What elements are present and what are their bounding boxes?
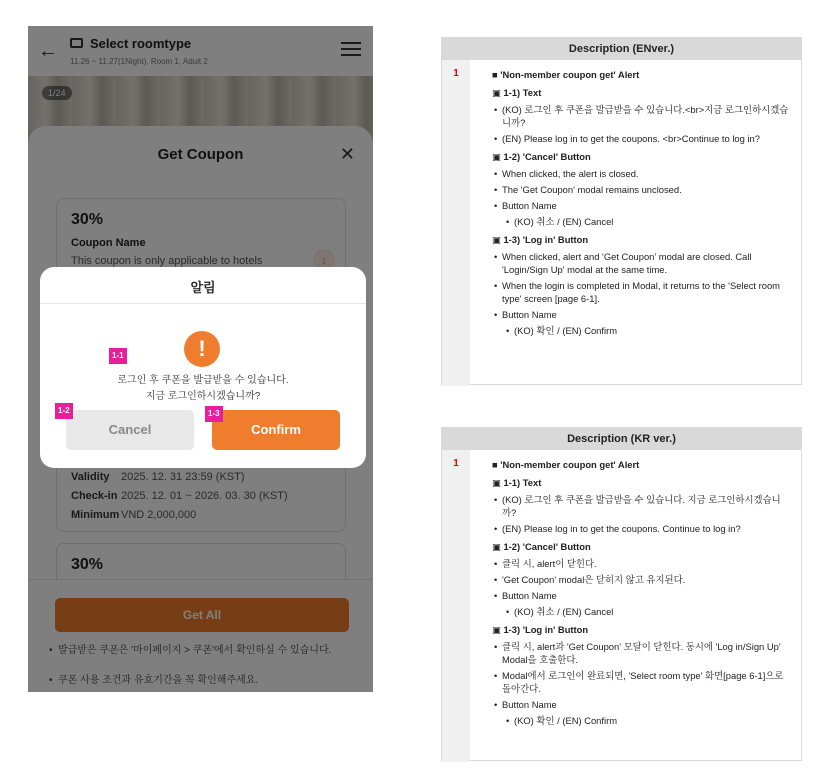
list-item: • 클릭 시, alert과 'Get Coupon' 모달이 닫힌다. 동시에 'Log in/Sign Up' Modal을 호출한다.: [492, 640, 793, 666]
divider: [40, 303, 366, 304]
sub-list-item: • (KO) 확인 / (EN) Confirm: [492, 324, 793, 337]
subsection-title: ▣ 1-3) 'Log in' Button: [492, 234, 589, 245]
warning-icon: !: [184, 331, 220, 367]
list-item: • 'Get Coupon' modal은 닫히지 않고 유지된다.: [492, 573, 793, 586]
subsection-title: ▣ 1-2) 'Cancel' Button: [492, 541, 591, 552]
annotation-tag-1-3: 1-3: [205, 406, 223, 422]
list-item: • When the login is completed in Modal, it returns to the 'Select room type' screen [page 6-1].: [492, 279, 793, 305]
cancel-button[interactable]: Cancel: [66, 410, 194, 450]
subsection-title: ▣ 1-3) 'Log in' Button: [492, 624, 589, 635]
list-item: • (KO) 로그인 후 쿠폰을 발급받을 수 있습니다.<br>지금 로그인하시겠습니까?: [492, 103, 793, 129]
list-item: • Modal에서 로그인이 완료되면, 'Select room type' 화면[page 6-1]으로 돌아간다.: [492, 669, 793, 695]
list-item: • (EN) Please log in to get the coupons. Continue to log in?: [492, 522, 793, 535]
list-item: • Button Name: [492, 199, 793, 212]
list-item: • (EN) Please log in to get the coupons. <br>Continue to log in?: [492, 132, 793, 145]
sub-list-item: • (KO) 취소 / (EN) Cancel: [492, 605, 793, 618]
list-item: • Button Name: [492, 698, 793, 711]
annotation-tag-1-2: 1-2: [55, 403, 73, 419]
list-item: • When clicked, the alert is closed.: [492, 167, 793, 180]
row-number: 1: [453, 458, 459, 469]
list-item: • Button Name: [492, 308, 793, 321]
alert-title: 알림: [190, 280, 216, 295]
section-heading: ■ 'Non-member coupon get' Alert: [492, 69, 640, 80]
panel-header: Description (ENver.): [442, 38, 801, 60]
sub-list-item: • (KO) 확인 / (EN) Confirm: [492, 714, 793, 727]
row-number: 1: [453, 68, 459, 79]
subsection-title: ▣ 1-2) 'Cancel' Button: [492, 151, 591, 162]
list-item: • The 'Get Coupon' modal remains unclosed.: [492, 183, 793, 196]
sub-list-item: • (KO) 취소 / (EN) Cancel: [492, 215, 793, 228]
login-alert-dialog: [40, 267, 366, 468]
section-heading: ■ 'Non-member coupon get' Alert: [492, 459, 640, 470]
list-item: • When clicked, alert and 'Get Coupon' modal are closed. Call 'Login/Sign Up' modal at the same time.: [492, 250, 793, 276]
confirm-button[interactable]: Confirm: [212, 410, 340, 450]
list-item: • Button Name: [492, 589, 793, 602]
phone-screen: [28, 26, 373, 692]
list-item: • (KO) 로그인 후 쿠폰을 발급받을 수 있습니다. 지금 로그인하시겠습니까?: [492, 493, 793, 519]
description-panel-en: [441, 37, 802, 385]
subsection-title: ▣ 1-1) Text: [492, 477, 542, 488]
list-item: • 클릭 시, alert이 닫힌다.: [492, 557, 793, 570]
alert-message: 로그인 후 쿠폰을 발급받을 수 있습니다. 지금 로그인하시겠습니까?: [117, 375, 289, 402]
description-panel-kr: [441, 427, 802, 761]
subsection-title: ▣ 1-1) Text: [492, 87, 542, 98]
annotation-tag-1-1: 1-1: [109, 348, 127, 364]
panel-header: Description (KR ver.): [442, 428, 801, 450]
